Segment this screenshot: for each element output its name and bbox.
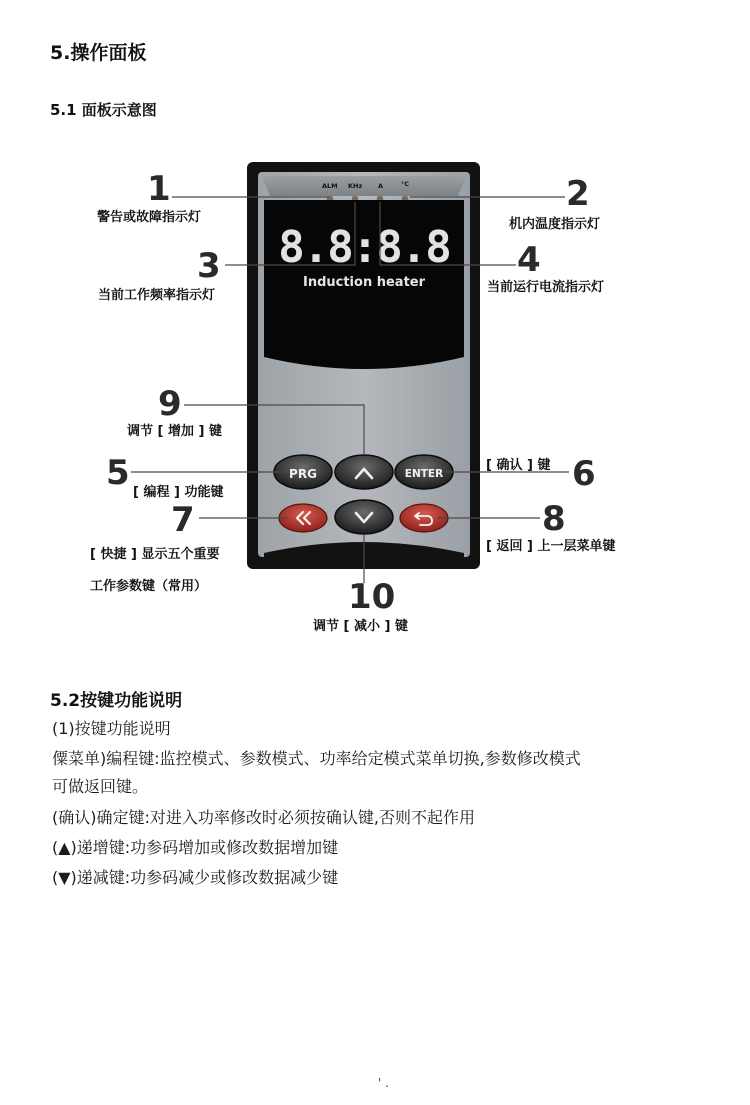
indicator-strip	[262, 176, 466, 196]
indicator-label-khz: KHz	[348, 182, 363, 190]
callout-label-2: 机内温度指示灯	[509, 217, 601, 232]
callout-label-4: 当前运行电流指示灯	[487, 280, 605, 295]
body-paragraph-6: (▼)递减键:功参码减少或修改数据减少键	[52, 868, 339, 887]
footer-mark: ' .	[378, 1076, 389, 1090]
section-heading-5: 5.操作面板	[50, 42, 147, 64]
callout-number-5: 5	[106, 453, 130, 493]
callout-number-3: 3	[197, 246, 221, 286]
callout-number-7: 7	[171, 500, 195, 540]
callout-label-7-line2: 工作参数键（常用）	[90, 579, 208, 594]
callout-number-8: 8	[542, 499, 566, 539]
callout-number-4: 4	[517, 240, 541, 280]
body-paragraph-5: (▲)递增键:功参码增加或修改数据增加键	[52, 838, 339, 857]
callout-label-7: [ 快捷 ] 显示五个重要	[90, 547, 220, 562]
indicator-label-temp: °C	[401, 180, 410, 188]
callout-label-9: 调节 [ 增加 ] 键	[127, 424, 222, 439]
indicator-label-a: A	[378, 182, 384, 190]
callout-label-10: 调节 [ 减小 ] 键	[313, 619, 408, 634]
down-key[interactable]	[335, 500, 393, 534]
callout-number-9: 9	[158, 384, 182, 424]
body-paragraph-2: 僳菜单)编程键:监控模式、参数模式、功率给定模式菜单切换,参数修改模式	[52, 749, 581, 768]
body-paragraph-1: (1)按键功能说明	[52, 719, 171, 738]
callout-label-3: 当前工作频率指示灯	[98, 288, 216, 303]
section-heading-5-1: 5.1 面板示意图	[50, 101, 157, 119]
body-paragraph-4: (确认)确定键:对进入功率修改时必须按确认键,否则不起作用	[52, 808, 475, 827]
prg-key-label: PRG	[289, 467, 317, 481]
enter-key-label: ENTER	[404, 468, 444, 480]
body-paragraph-3: 可做返回键。	[52, 777, 149, 796]
display-brand-text: Induction heater	[302, 275, 426, 290]
led-display-digits: 8.8:8.8	[278, 222, 450, 273]
callout-label-6: [ 确认 ] 键	[486, 458, 551, 473]
section-heading-5-2: 5.2按键功能说明	[50, 691, 183, 711]
callout-number-6: 6	[572, 454, 596, 494]
callout-number-10: 10	[348, 577, 396, 617]
callout-label-8: [ 返回 ] 上一层菜单键	[486, 539, 616, 554]
callout-number-2: 2	[566, 174, 590, 214]
up-key[interactable]	[335, 455, 393, 489]
callout-label-1: 警告或故障指示灯	[97, 210, 202, 225]
indicator-label-alm: ALM	[322, 182, 338, 190]
callout-label-5: [ 编程 ] 功能键	[133, 485, 224, 500]
callout-number-1: 1	[147, 169, 171, 209]
